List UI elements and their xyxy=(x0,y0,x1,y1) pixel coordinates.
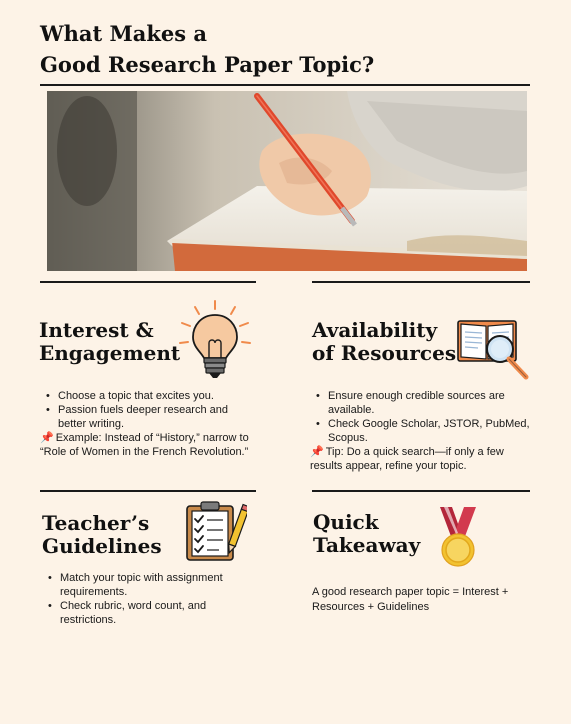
interest-title-line-1: Interest & xyxy=(39,318,154,342)
interest-divider xyxy=(40,281,256,283)
resources-tip-note xyxy=(310,445,532,473)
page-title xyxy=(40,18,440,80)
light-bulb-icon xyxy=(177,299,257,386)
teacher-title-line-1: Teacher’s xyxy=(42,511,150,535)
interest-title xyxy=(39,319,180,365)
resources-tip-text: Tip: Do a quick search—if only a few results appear, refine your topic. xyxy=(310,446,504,472)
medal-icon xyxy=(434,505,482,574)
interest-bullet-2: • Passion fuels deeper research and better writing. xyxy=(40,403,255,431)
resources-bullet-1: • Ensure enough credible sources are available. xyxy=(310,389,532,417)
book-magnifier-icon xyxy=(456,317,532,388)
resources-bullet-2: • Check Google Scholar, JSTOR, PubMed, Scopus. xyxy=(310,417,532,445)
takeaway-title-line-1: Quick xyxy=(313,510,379,534)
teacher-divider xyxy=(40,490,256,492)
teacher-content xyxy=(42,571,262,627)
takeaway-title xyxy=(313,511,420,557)
interest-content xyxy=(40,389,255,459)
page-title-line-2: Good Research Paper Topic? xyxy=(40,52,375,77)
pin-icon: 📌 xyxy=(310,446,324,458)
takeaway-text: A good research paper topic = Interest + Resources + Guidelines xyxy=(312,586,509,613)
takeaway-divider xyxy=(312,490,530,492)
resources-content xyxy=(310,389,532,473)
title-divider xyxy=(40,84,530,86)
clipboard-checklist-icon xyxy=(185,500,247,567)
teacher-bullet-1: • Match your topic with assignment requirements. xyxy=(42,571,262,599)
interest-bullet-1: • Choose a topic that excites you. xyxy=(40,389,255,403)
resources-divider xyxy=(312,281,530,283)
teacher-bullet-2: • Check rubric, word count, and restrictions. xyxy=(42,599,262,627)
hand-writing-photo xyxy=(47,91,527,271)
pin-icon: 📌 xyxy=(40,432,54,444)
interest-title-line-2: Engagement xyxy=(39,341,181,365)
teacher-title-line-2: Guidelines xyxy=(42,534,162,558)
teacher-title xyxy=(42,512,162,558)
page-title-line-1: What Makes a xyxy=(40,21,207,46)
resources-title-line-2: of Resources xyxy=(312,341,457,365)
interest-example-text: Example: Instead of “History,” narrow to “Role of Women in the French Revolution.” xyxy=(40,432,249,458)
takeaway-title-line-2: Takeaway xyxy=(313,533,421,557)
interest-example-note xyxy=(40,431,255,459)
resources-title xyxy=(312,319,456,365)
resources-title-line-1: Availability xyxy=(312,318,438,342)
